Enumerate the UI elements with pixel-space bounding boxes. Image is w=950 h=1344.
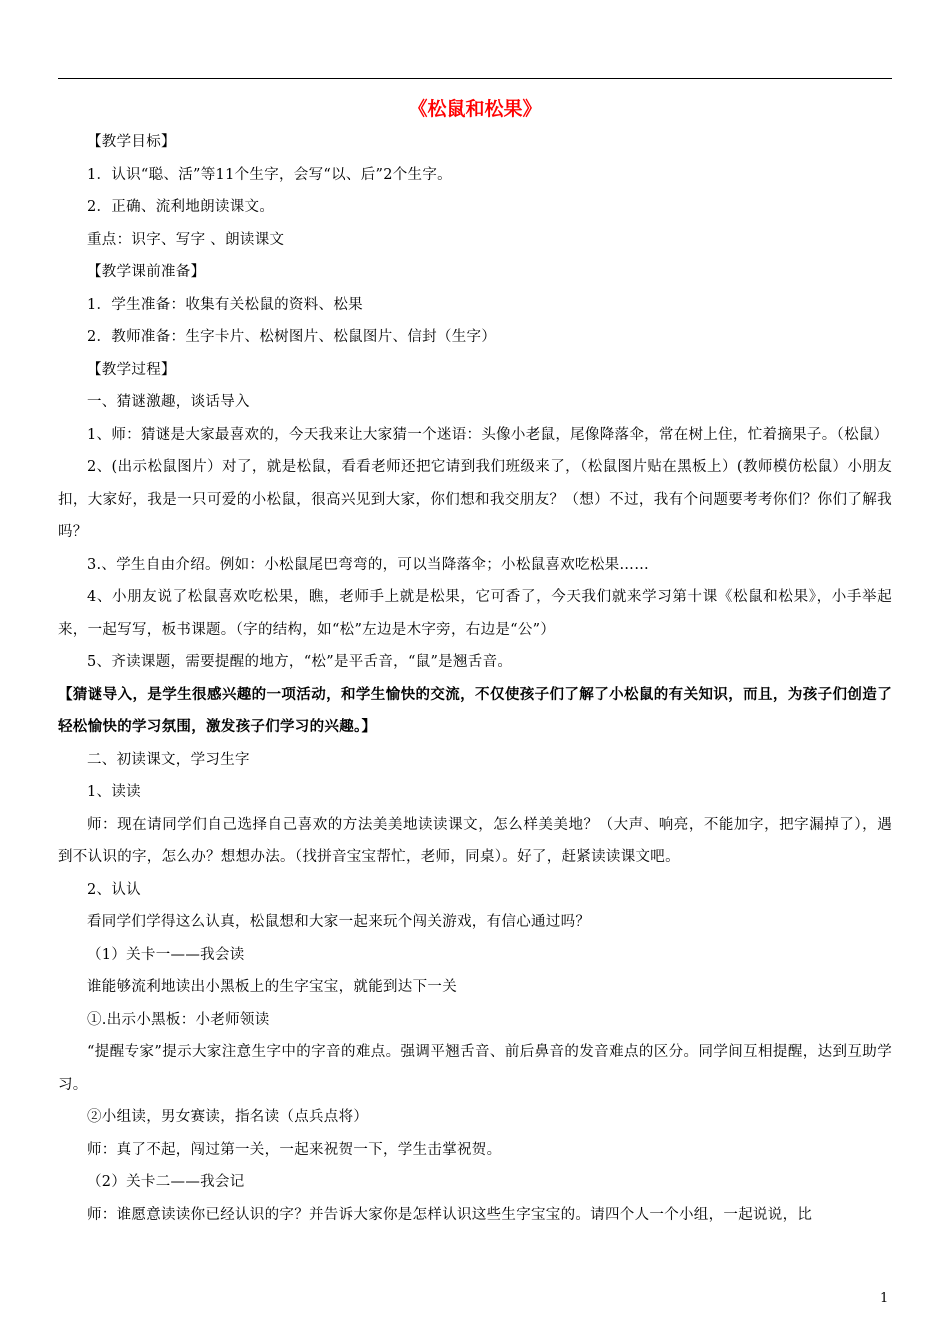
paragraph: 师：谁愿意读读你已经认识的字？并告诉大家你是怎样认识这些生字宝宝的。请四个人一个小组，一起说说，比	[87, 1206, 813, 1223]
paragraph: 师：现在请同学们自己选择自己喜欢的方法美美地读读课文，怎么样美美地？（大声、响亮，不能加字，把字漏掉了），遇到不认识的字，怎么办？想想办法。（找拼音宝宝帮忙，老师，同桌）。好了，赶紧读读课文吧。	[58, 816, 892, 865]
paragraph: （2）关卡二——我会记	[87, 1174, 245, 1190]
header-rule	[58, 78, 892, 79]
paragraph: 1、读读	[87, 784, 141, 800]
paragraph: 2．教师准备：生字卡片、松树图片、松鼠图片、信封（生字）	[87, 329, 497, 345]
paragraph: 【教学目标】	[87, 134, 176, 150]
paragraph: 重点：识字、写字 、朗读课文	[87, 231, 285, 248]
paragraph: 1、师：猜谜是大家最喜欢的，今天我来让大家猜一个迷语：头像小老鼠，尾像降落伞，常在树上住，忙着摘果子。（松鼠）	[87, 426, 889, 443]
document-title: 《松鼠和松果》	[408, 98, 542, 120]
paragraph: 2、(出示松鼠图片）对了，就是松鼠，看看老师还把它请到我们班级来了，（松鼠图片贴在黑板上）(教师模仿松鼠）小朋友扣，大家好，我是一只可爱的小松鼠，很高兴见到大家，你们想和我交朋友？（想）不过，我有个问题要考考你们？你们了解我吗？	[58, 459, 892, 540]
paragraph: 1．学生准备：收集有关松鼠的资料、松果	[87, 296, 363, 313]
paragraph: 【猜谜导入，是学生很感兴趣的一项活动，和学生愉快的交流，不仅使孩子们了解了小松鼠的有关知识，而且，为孩子们创造了轻松愉快的学习氛围，激发孩子们学习的兴趣。】	[58, 685, 892, 735]
paragraph: ②小组读，男女赛读，指名读（点兵点将）	[87, 1109, 369, 1125]
paragraph: 【教学过程】	[87, 361, 176, 378]
paragraph: 1．认识“聪、活”等11个生字，会写“以、后”2个生字。	[87, 166, 452, 183]
page-number: 1	[880, 1291, 889, 1306]
paragraph: 【教学课前准备】	[87, 264, 206, 280]
document-body	[58, 94, 892, 1231]
paragraph: 谁能够流利地读出小黑板上的生字宝宝，就能到达下一关	[87, 979, 457, 995]
paragraph-list	[58, 126, 892, 1231]
paragraph: 二、初读课文，学习生字	[87, 751, 250, 768]
paragraph: 看同学们学得这么认真，松鼠想和大家一起来玩个闯关游戏，有信心通过吗？	[87, 914, 591, 930]
paragraph: 3.、学生自由介绍。例如：小松鼠尾巴弯弯的，可以当降落伞；小松鼠喜欢吃松果……	[87, 556, 650, 573]
paragraph: 师：真了不起，闯过第一关，一起来祝贺一下，学生击掌祝贺。	[87, 1141, 502, 1158]
paragraph: 2．正确、流利地朗读课文。	[87, 199, 275, 215]
paragraph: 5、齐读课题，需要提醒的地方，“松”是平舌音，“鼠”是翘舌音。	[87, 654, 513, 670]
paragraph: ①.出示小黑板：小老师领读	[87, 1011, 270, 1028]
paragraph: 2、认认	[87, 881, 141, 898]
paragraph: （1）关卡一——我会读	[87, 946, 245, 963]
paragraph: 4、小朋友说了松鼠喜欢吃松果，瞧，老师手上就是松果，它可香了，今天我们就来学习第十课《松鼠和松果》，小手举起来，一起写写，板书课题。（字的结构，如“松”左边是木字旁，右边是“公”）	[58, 589, 892, 638]
paragraph: “提醒专家”提示大家注意生字中的字音的难点。强调平翘舌音、前后鼻音的发音难点的区分。同学间互相提醒，达到互助学习。	[58, 1044, 892, 1093]
paragraph: 一、猜谜激趣，谈话导入	[87, 394, 250, 410]
